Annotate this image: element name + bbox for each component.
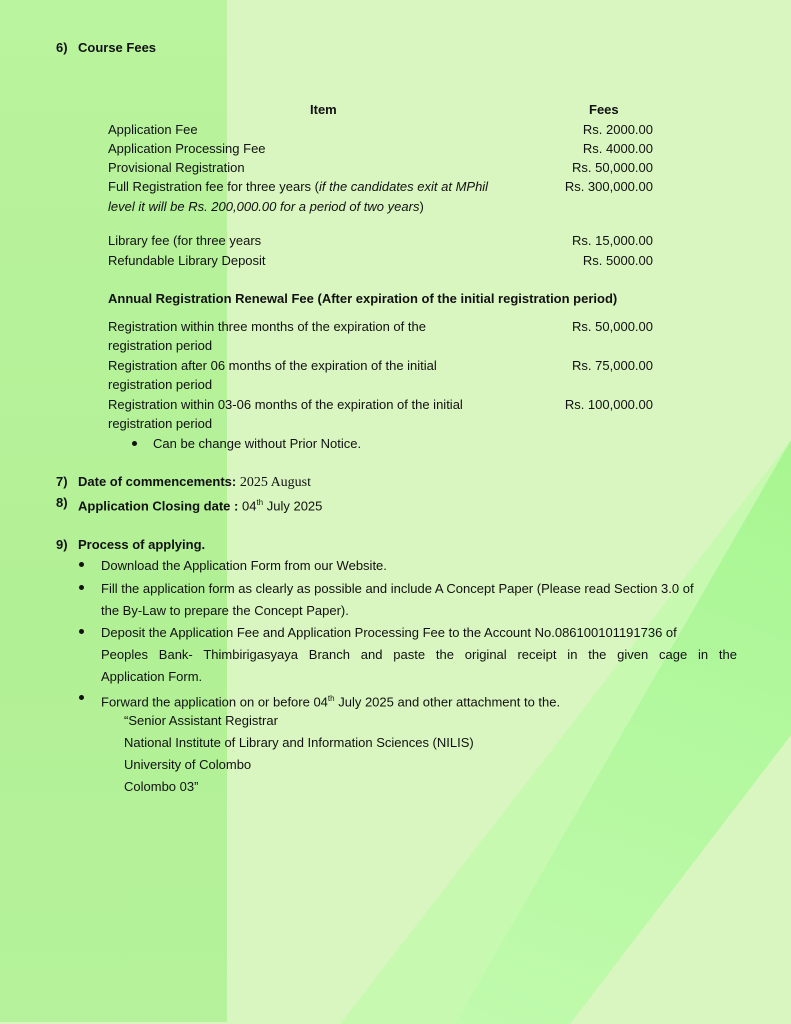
process-step-deposit-line2: Peoples Bank- Thimbirigasyaya Branch and paste the original receipt in the given cage in the — [101, 647, 737, 662]
bullet-icon — [79, 585, 84, 590]
section-7-number: 7) — [56, 474, 68, 489]
process-step-download: Download the Application Form from our Website. — [101, 558, 387, 573]
closing-date-line: Application Closing date : 04th July 2025 — [78, 498, 323, 514]
process-step-fill-line1: Fill the application form as clearly as possible and include A Concept Paper (Please read Section 3.0 of — [101, 581, 694, 596]
table-header-fees: Fees — [589, 102, 619, 117]
commencement-line: Date of commencements: 2025 August — [78, 474, 312, 490]
section-8-number: 8) — [56, 495, 68, 510]
section-9-number: 9) — [56, 537, 68, 552]
process-step-deposit-line3: Application Form. — [101, 669, 203, 684]
section-9-title: Process of applying. — [78, 537, 206, 552]
fee-item-library-deposit: Refundable Library Deposit — [108, 253, 266, 268]
renewal-fee-title: Annual Registration Renewal Fee (After expiration of the initial registration period) — [108, 291, 618, 306]
fee-value-processing: Rs. 4000.00 — [582, 141, 653, 156]
renewal-item-3-line1: Registration within 03-06 months of the expiration of the initial — [108, 397, 463, 412]
process-step-fill-line2: the By-Law to prepare the Concept Paper). — [101, 603, 349, 618]
fee-value-library: Rs. 15,000.00 — [572, 233, 653, 248]
address-line-4: Colombo 03” — [124, 779, 199, 794]
fee-value-full-registration: Rs. 300,000.00 — [564, 179, 653, 194]
renewal-item-3-line2: registration period — [108, 416, 213, 431]
fee-value-provisional: Rs. 50,000.00 — [572, 160, 653, 175]
renewal-item-1-line1: Registration within three months of the expiration of the — [108, 319, 426, 334]
table-header-item: Item — [310, 102, 337, 117]
fee-item-full-registration: Full Registration fee for three years (if the candidates exit at MPhil — [108, 179, 489, 194]
renewal-item-2-line2: registration period — [108, 377, 213, 392]
renewal-value-2: Rs. 75,000.00 — [572, 358, 653, 373]
renewal-value-1: Rs. 50,000.00 — [572, 319, 653, 334]
fee-item-processing: Application Processing Fee — [108, 141, 266, 156]
bullet-icon — [79, 695, 84, 700]
address-line-1: “Senior Assistant Registrar — [124, 713, 278, 728]
fee-value-library-deposit: Rs. 5000.00 — [582, 253, 653, 268]
renewal-value-3: Rs. 100,000.00 — [564, 397, 653, 412]
address-line-2: National Institute of Library and Information Sciences (NILIS) — [124, 735, 474, 750]
fee-item-library: Library fee (for three years — [108, 233, 262, 248]
section-6-number: 6) — [56, 40, 68, 55]
fee-value-application: Rs. 2000.00 — [582, 122, 653, 137]
process-step-forward: Forward the application on or before 04th July 2025 and other attachment to the. — [101, 694, 561, 710]
renewal-item-2-line1: Registration after 06 months of the expiration of the initial — [108, 358, 437, 373]
fee-change-note: Can be change without Prior Notice. — [153, 436, 362, 451]
address-line-3: University of Colombo — [124, 757, 252, 772]
renewal-item-1-line2: registration period — [108, 338, 213, 353]
fee-item-application: Application Fee — [108, 122, 198, 137]
bullet-icon — [79, 629, 84, 634]
bullet-icon — [79, 562, 84, 567]
process-step-deposit-line1: Deposit the Application Fee and Application Processing Fee to the Account No.086100101191736 of — [101, 625, 677, 640]
section-6-title: Course Fees — [78, 40, 157, 55]
fee-item-full-registration-note: level it will be Rs. 200,000.00 for a period of two years) — [108, 199, 424, 214]
bullet-icon — [132, 441, 137, 446]
fee-item-provisional: Provisional Registration — [108, 160, 245, 175]
